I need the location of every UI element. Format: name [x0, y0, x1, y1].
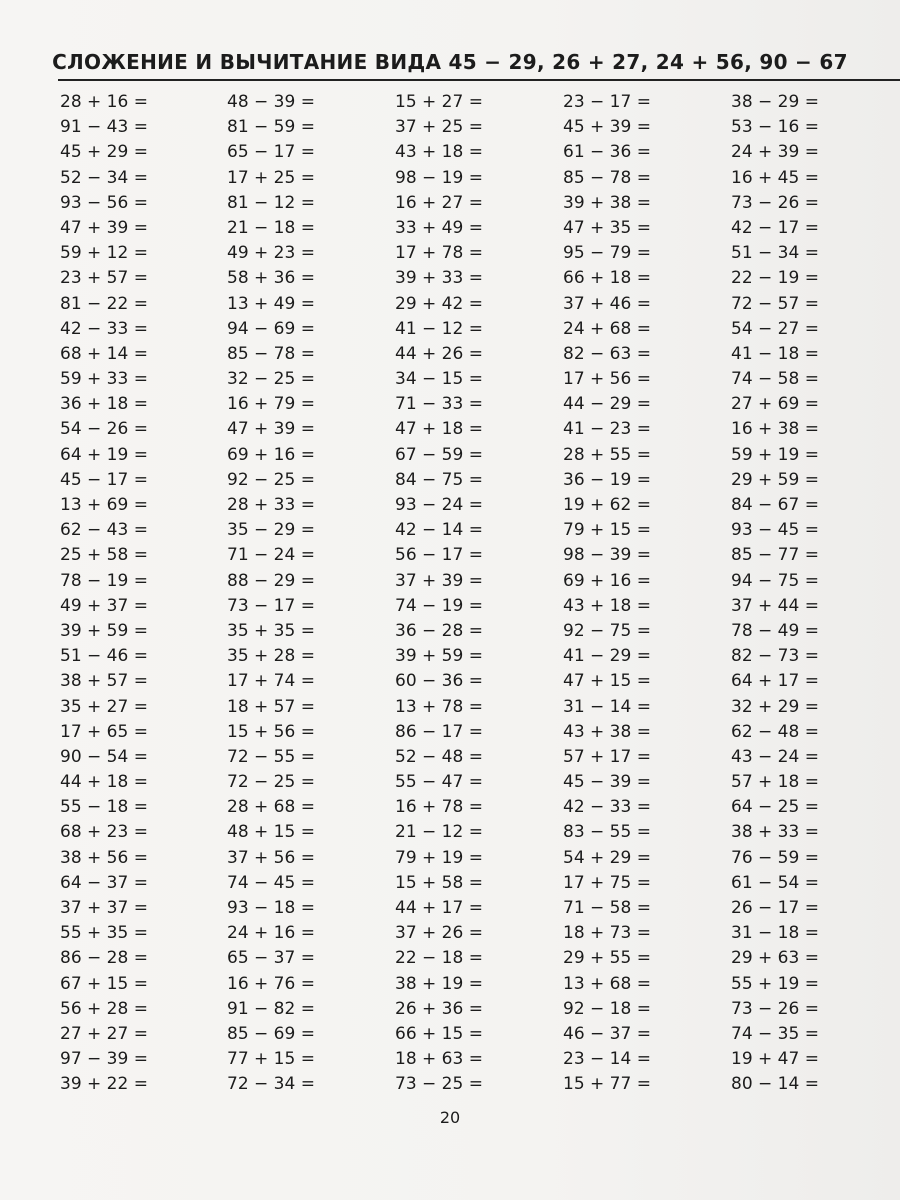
problem-item: 73 − 17 = — [227, 595, 315, 616]
problem-item: 16 + 76 = — [227, 973, 315, 994]
problem-item: 37 + 39 = — [395, 570, 483, 591]
problem-item: 37 + 46 = — [563, 293, 651, 314]
problem-item: 72 − 57 = — [731, 293, 819, 314]
problem-item: 29 + 63 = — [731, 948, 819, 969]
problem-item: 64 − 25 = — [731, 797, 819, 818]
problem-item: 27 + 27 = — [60, 1023, 148, 1044]
problem-item: 51 − 46 = — [60, 646, 148, 667]
problem-item: 45 + 39 = — [563, 117, 651, 138]
problem-item: 55 + 19 = — [731, 973, 819, 994]
problem-item: 59 + 33 = — [60, 369, 148, 390]
problem-item: 73 − 26 = — [731, 192, 819, 213]
problem-item: 62 − 48 = — [731, 721, 819, 742]
problem-item: 39 + 59 = — [395, 646, 483, 667]
problem-item: 45 − 39 = — [563, 772, 651, 793]
problem-item: 28 + 33 = — [227, 495, 315, 515]
problem-item: 52 − 48 = — [395, 746, 483, 767]
problem-item: 55 − 18 = — [60, 797, 148, 818]
problem-item: 54 + 29 = — [563, 847, 651, 868]
problem-item: 43 + 38 = — [563, 721, 651, 742]
problem-item: 84 − 75 = — [395, 469, 483, 490]
problem-item: 28 + 16 = — [60, 92, 148, 112]
problem-item: 62 − 43 = — [60, 520, 148, 541]
problem-item: 47 + 18 = — [395, 419, 483, 440]
problem-item: 93 − 45 = — [731, 520, 819, 541]
problem-item: 36 − 19 = — [563, 469, 651, 490]
problem-item: 57 + 17 = — [563, 746, 651, 767]
problem-item: 72 − 25 = — [227, 772, 315, 793]
problem-item: 46 − 37 = — [563, 1023, 651, 1044]
problem-item: 86 − 28 = — [60, 948, 148, 969]
problem-item: 33 + 49 = — [395, 217, 483, 238]
problem-item: 65 − 37 = — [227, 948, 315, 969]
problem-item: 90 − 54 = — [60, 746, 148, 767]
problem-item: 47 + 39 = — [60, 217, 148, 238]
problem-item: 92 − 25 = — [227, 469, 315, 490]
problem-item: 74 − 58 = — [731, 369, 819, 390]
problem-item: 85 − 69 = — [227, 1023, 315, 1044]
problem-item: 41 − 12 = — [395, 318, 483, 339]
problem-item: 37 + 26 = — [395, 923, 483, 944]
problem-item: 76 − 59 = — [731, 847, 819, 868]
problem-item: 16 + 78 = — [395, 797, 483, 818]
problem-column-2 — [227, 93, 377, 1101]
problem-item: 81 − 12 = — [227, 192, 315, 213]
problem-item: 45 + 29 = — [60, 142, 148, 163]
problem-item: 91 − 82 = — [227, 998, 315, 1019]
page-number: 20 — [439, 1108, 461, 1127]
problem-item: 74 − 35 = — [731, 1023, 819, 1044]
problem-item: 38 + 56 = — [60, 847, 148, 868]
problem-item: 18 + 63 = — [395, 1049, 483, 1070]
problem-item: 38 + 33 = — [731, 822, 819, 843]
problem-item: 26 + 36 = — [395, 998, 483, 1019]
problem-item: 66 + 15 = — [395, 1023, 483, 1044]
problem-item: 42 − 17 = — [731, 217, 819, 238]
problem-item: 95 − 79 = — [563, 243, 651, 264]
problem-item: 56 − 17 = — [395, 545, 483, 566]
problem-item: 17 + 56 = — [563, 369, 651, 390]
problem-column-4 — [563, 93, 713, 1101]
problem-item: 15 + 27 = — [395, 92, 483, 112]
problem-column-3 — [395, 93, 545, 1101]
problem-item: 37 + 37 = — [60, 898, 148, 918]
problem-item: 69 + 16 = — [227, 444, 315, 465]
problem-item: 19 + 62 = — [563, 495, 651, 515]
problem-item: 93 − 56 = — [60, 192, 148, 213]
problem-item: 65 − 17 = — [227, 142, 315, 163]
problem-item: 98 − 39 = — [563, 545, 651, 566]
problem-item: 29 + 59 = — [731, 469, 819, 490]
problem-item: 23 + 57 = — [60, 268, 148, 289]
problem-item: 17 + 74 = — [227, 671, 315, 692]
problem-item: 15 + 56 = — [227, 721, 315, 742]
problem-item: 13 + 69 = — [60, 495, 148, 515]
problem-item: 72 − 34 = — [227, 1074, 315, 1095]
problem-item: 25 + 58 = — [60, 545, 148, 566]
title-underline — [58, 79, 900, 81]
problem-item: 61 − 54 = — [731, 872, 819, 893]
problem-item: 78 − 49 = — [731, 620, 819, 641]
problem-item: 55 − 47 = — [395, 772, 483, 793]
problem-item: 45 − 17 = — [60, 469, 148, 490]
problem-item: 49 + 23 = — [227, 243, 315, 264]
problem-item: 67 − 59 = — [395, 444, 483, 465]
problem-item: 44 − 29 = — [563, 394, 651, 415]
problem-item: 26 − 17 = — [731, 898, 819, 918]
problem-item: 93 − 18 = — [227, 898, 315, 918]
problem-item: 39 + 33 = — [395, 268, 483, 289]
problem-item: 67 + 15 = — [60, 973, 148, 994]
problem-item: 71 − 58 = — [563, 898, 651, 918]
problem-item: 43 + 18 = — [563, 595, 651, 616]
problem-item: 37 + 56 = — [227, 847, 315, 868]
problem-item: 61 − 36 = — [563, 142, 651, 163]
problem-item: 41 − 23 = — [563, 419, 651, 440]
problem-item: 84 − 67 = — [731, 495, 819, 515]
problem-item: 28 + 68 = — [227, 797, 315, 818]
problem-item: 29 + 55 = — [563, 948, 651, 969]
problem-item: 73 − 26 = — [731, 998, 819, 1019]
problem-item: 13 + 68 = — [563, 973, 651, 994]
problem-item: 97 − 39 = — [60, 1049, 148, 1070]
problem-item: 66 + 18 = — [563, 268, 651, 289]
problem-item: 79 + 15 = — [563, 520, 651, 541]
problem-item: 24 + 68 = — [563, 318, 651, 339]
problem-item: 17 + 65 = — [60, 721, 148, 742]
problem-item: 41 − 18 = — [731, 343, 819, 364]
problem-item: 60 − 36 = — [395, 671, 483, 692]
problem-item: 94 − 75 = — [731, 570, 819, 591]
problem-item: 37 + 44 = — [731, 595, 819, 616]
problem-item: 13 + 49 = — [227, 293, 315, 314]
problem-item: 59 + 12 = — [60, 243, 148, 264]
problem-item: 85 − 78 = — [227, 343, 315, 364]
problem-item: 55 + 35 = — [60, 923, 148, 944]
problem-item: 47 + 15 = — [563, 671, 651, 692]
problem-item: 16 + 27 = — [395, 192, 483, 213]
problem-item: 71 − 24 = — [227, 545, 315, 566]
problem-item: 64 + 17 = — [731, 671, 819, 692]
problem-item: 36 + 18 = — [60, 394, 148, 415]
problem-item: 17 + 75 = — [563, 872, 651, 893]
problem-item: 81 − 59 = — [227, 117, 315, 138]
problem-item: 18 + 73 = — [563, 923, 651, 944]
problem-item: 38 + 19 = — [395, 973, 483, 994]
problem-item: 94 − 69 = — [227, 318, 315, 339]
problem-item: 54 − 27 = — [731, 318, 819, 339]
problem-item: 48 + 15 = — [227, 822, 315, 843]
problem-item: 31 − 18 = — [731, 923, 819, 944]
problem-item: 39 + 38 = — [563, 192, 651, 213]
problem-item: 21 − 18 = — [227, 217, 315, 238]
problem-item: 78 − 19 = — [60, 570, 148, 591]
problem-item: 21 − 12 = — [395, 822, 483, 843]
problem-item: 47 + 35 = — [563, 217, 651, 238]
problem-item: 77 + 15 = — [227, 1049, 315, 1070]
problem-item: 22 − 19 = — [731, 268, 819, 289]
problem-item: 35 − 29 = — [227, 520, 315, 541]
problem-item: 80 − 14 = — [731, 1074, 819, 1095]
problem-item: 27 + 69 = — [731, 394, 819, 415]
problem-item: 43 − 24 = — [731, 746, 819, 767]
problem-item: 85 − 77 = — [731, 545, 819, 566]
problem-item: 79 + 19 = — [395, 847, 483, 868]
problem-item: 88 − 29 = — [227, 570, 315, 591]
problem-item: 85 − 78 = — [563, 167, 651, 188]
problem-item: 36 − 28 = — [395, 620, 483, 641]
page-title: СЛОЖЕНИЕ И ВЫЧИТАНИЕ ВИДА 45 − 29, 26 + 27, 24 + 56, 90 − 67 — [52, 50, 848, 74]
problem-item: 58 + 36 = — [227, 268, 315, 289]
problem-item: 28 + 55 = — [563, 444, 651, 465]
problem-item: 72 − 55 = — [227, 746, 315, 767]
problem-item: 16 + 38 = — [731, 419, 819, 440]
problem-item: 18 + 57 = — [227, 696, 315, 717]
problem-item: 56 + 28 = — [60, 998, 148, 1019]
problem-item: 15 + 58 = — [395, 872, 483, 893]
problem-item: 15 + 77 = — [563, 1074, 651, 1095]
problem-item: 49 + 37 = — [60, 595, 148, 616]
problem-item: 38 + 57 = — [60, 671, 148, 692]
problem-column-1 — [60, 93, 210, 1101]
problem-item: 68 + 23 = — [60, 822, 148, 843]
problem-item: 34 − 15 = — [395, 369, 483, 390]
problem-item: 39 + 59 = — [60, 620, 148, 641]
problem-item: 86 − 17 = — [395, 721, 483, 742]
problem-item: 39 + 22 = — [60, 1074, 148, 1095]
problem-item: 35 + 27 = — [60, 696, 148, 717]
problem-item: 43 + 18 = — [395, 142, 483, 163]
problem-item: 23 − 17 = — [563, 92, 651, 112]
problem-item: 54 − 26 = — [60, 419, 148, 440]
problem-item: 83 − 55 = — [563, 822, 651, 843]
problem-item: 73 − 25 = — [395, 1074, 483, 1095]
problem-item: 92 − 75 = — [563, 620, 651, 641]
problem-item: 16 + 45 = — [731, 167, 819, 188]
problem-item: 24 + 39 = — [731, 142, 819, 163]
problem-item: 22 − 18 = — [395, 948, 483, 969]
problem-item: 23 − 14 = — [563, 1049, 651, 1070]
problem-item: 32 + 29 = — [731, 696, 819, 717]
problem-item: 51 − 34 = — [731, 243, 819, 264]
problem-item: 74 − 45 = — [227, 872, 315, 893]
problem-item: 71 − 33 = — [395, 394, 483, 415]
problem-item: 48 − 39 = — [227, 92, 315, 112]
problem-item: 24 + 16 = — [227, 923, 315, 944]
problem-item: 17 + 25 = — [227, 167, 315, 188]
problem-item: 47 + 39 = — [227, 419, 315, 440]
problem-item: 53 − 16 = — [731, 117, 819, 138]
problem-item: 31 − 14 = — [563, 696, 651, 717]
problem-item: 44 + 17 = — [395, 898, 483, 918]
problem-item: 44 + 18 = — [60, 772, 148, 793]
problem-item: 92 − 18 = — [563, 998, 651, 1019]
problem-item: 68 + 14 = — [60, 343, 148, 364]
problem-item: 81 − 22 = — [60, 293, 148, 314]
problem-item: 82 − 73 = — [731, 646, 819, 667]
problem-item: 64 − 37 = — [60, 872, 148, 893]
problem-item: 41 − 29 = — [563, 646, 651, 667]
problem-item: 32 − 25 = — [227, 369, 315, 390]
problem-item: 59 + 19 = — [731, 444, 819, 465]
problem-item: 17 + 78 = — [395, 243, 483, 264]
problem-item: 29 + 42 = — [395, 293, 483, 314]
problem-item: 82 − 63 = — [563, 343, 651, 364]
problem-item: 98 − 19 = — [395, 167, 483, 188]
problem-item: 35 + 35 = — [227, 620, 315, 641]
problem-item: 35 + 28 = — [227, 646, 315, 667]
problem-item: 42 − 33 = — [563, 797, 651, 818]
problem-item: 13 + 78 = — [395, 696, 483, 717]
problem-item: 52 − 34 = — [60, 167, 148, 188]
problem-item: 74 − 19 = — [395, 595, 483, 616]
problem-item: 42 − 14 = — [395, 520, 483, 541]
problem-item: 42 − 33 = — [60, 318, 148, 339]
problem-column-5 — [731, 93, 881, 1101]
problem-item: 38 − 29 = — [731, 92, 819, 112]
problem-item: 16 + 79 = — [227, 394, 315, 415]
problem-item: 44 + 26 = — [395, 343, 483, 364]
problem-item: 93 − 24 = — [395, 495, 483, 515]
problem-item: 64 + 19 = — [60, 444, 148, 465]
problem-item: 37 + 25 = — [395, 117, 483, 138]
problem-item: 69 + 16 = — [563, 570, 651, 591]
problem-item: 91 − 43 = — [60, 117, 148, 138]
problem-item: 19 + 47 = — [731, 1049, 819, 1070]
problem-item: 57 + 18 = — [731, 772, 819, 793]
